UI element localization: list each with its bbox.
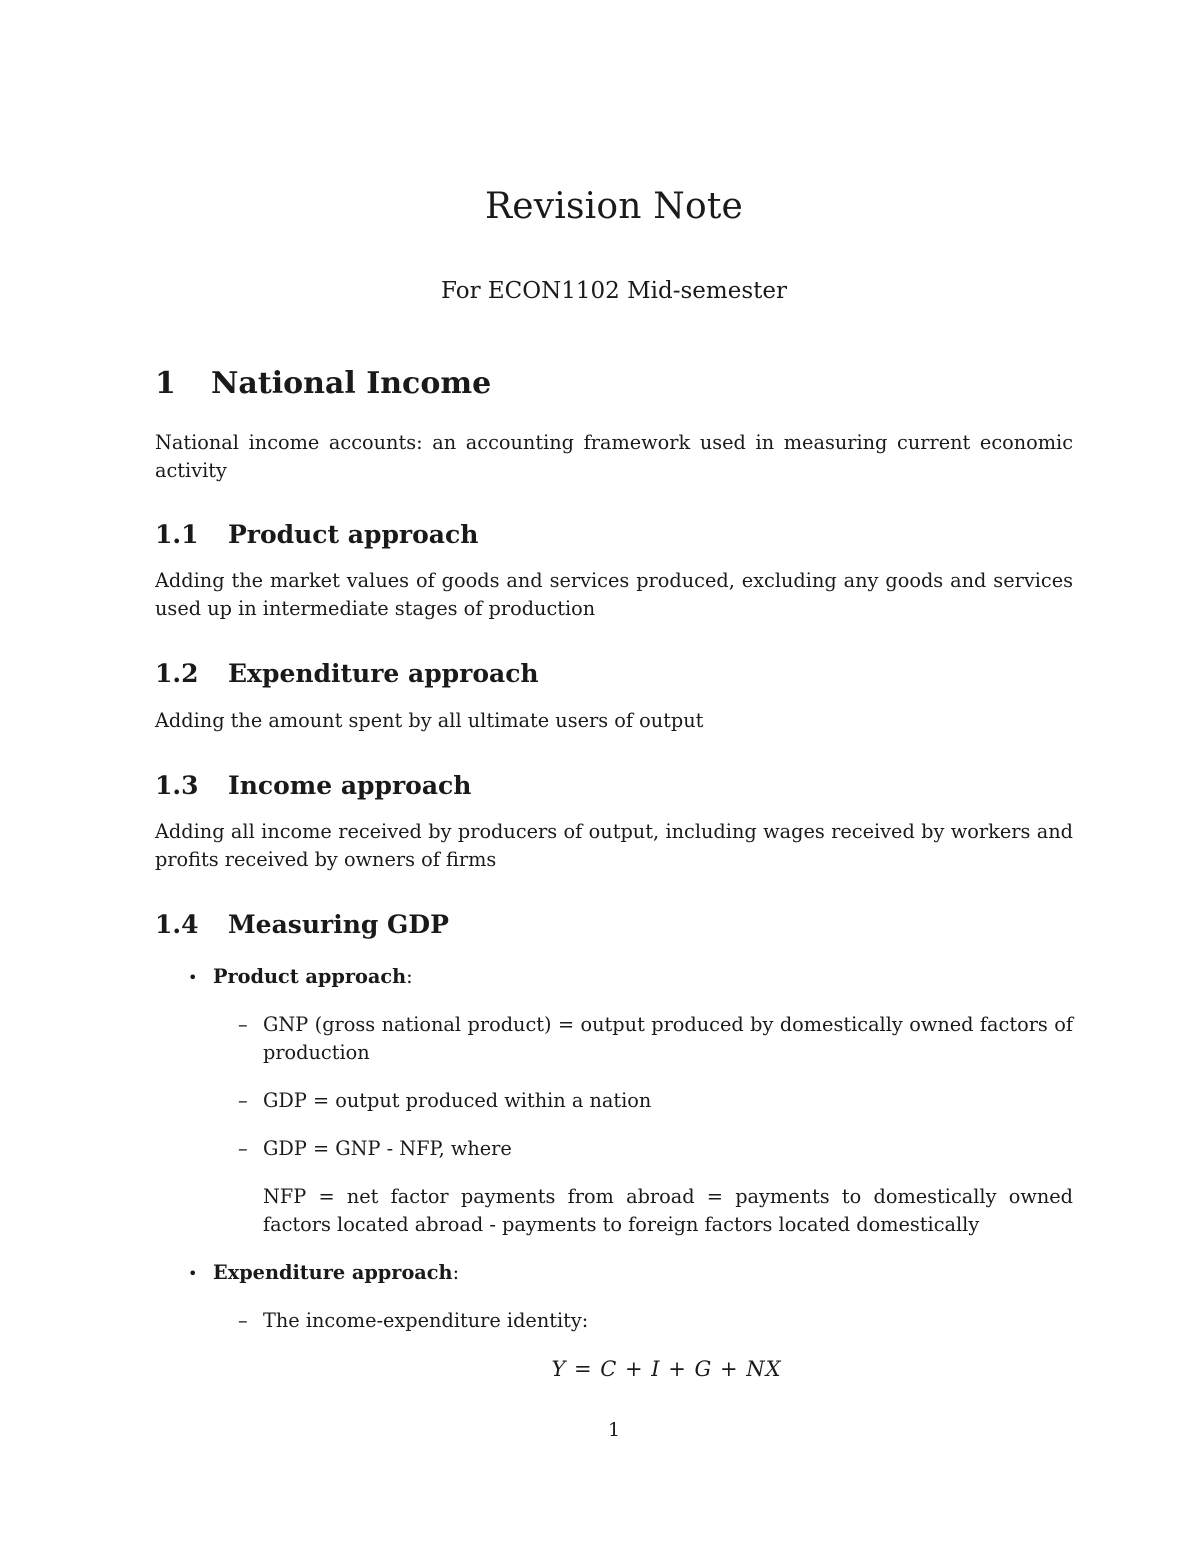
list-item: [238, 1087, 1073, 1115]
dash-glyph: –: [238, 1137, 248, 1160]
subsection-heading-product-approach: [155, 520, 1085, 549]
document-subtitle: For ECON1102 Mid-semester: [441, 278, 787, 304]
page-number: 1: [607, 1419, 621, 1441]
subsection-title: Income approach: [228, 771, 472, 800]
list-item-text: GDP = GNP - NFP, where: [263, 1137, 512, 1160]
bullet-glyph: •: [188, 1264, 198, 1283]
expenditure-approach-paragraph: Adding the amount spent by all ultimate users of output: [155, 709, 704, 732]
product-approach-paragraph: Adding the market values of goods and services produced, excluding any goods and services used up in intermediate stages of production: [155, 569, 1073, 620]
bullet-label: Expenditure approach: [213, 1261, 453, 1284]
subsection-title: Expenditure approach: [228, 659, 539, 688]
income-approach-paragraph: Adding all income received by producers of output, including wages received by workers and profits received by owners of firms: [155, 820, 1073, 871]
subsection-number: 1.1: [155, 520, 199, 549]
income-expenditure-equation: Y = C + I + G + NX: [551, 1357, 782, 1381]
dash-glyph: –: [238, 1309, 248, 1332]
subsection-title: Measuring GDP: [228, 910, 449, 939]
list-item: [238, 1307, 1073, 1335]
subsection-title: Product approach: [228, 520, 479, 549]
subsection-number: 1.2: [155, 659, 199, 688]
bullet-expenditure-approach: [188, 1259, 1068, 1288]
list-item-text: GNP (gross national product) = output produced by domestically owned factors of production: [263, 1013, 1073, 1064]
section-intro-paragraph: National income accounts: an accounting framework used in measuring current economic activity: [155, 431, 1073, 482]
bullet-label: Product approach: [213, 965, 407, 988]
document-title: Revision Note: [484, 186, 744, 227]
bullet-suffix: :: [406, 965, 413, 988]
bullet-glyph: •: [188, 968, 198, 987]
subsection-heading-measuring-gdp: [155, 910, 1085, 939]
section-number: 1: [155, 366, 176, 401]
section-heading-national-income: [155, 366, 1085, 401]
subsection-heading-income-approach: [155, 771, 1085, 800]
dash-glyph: –: [238, 1089, 248, 1112]
section-title: National Income: [211, 366, 492, 401]
subsection-number: 1.4: [155, 910, 199, 939]
list-item: [238, 1135, 1073, 1163]
subsection-number: 1.3: [155, 771, 199, 800]
list-item: [238, 1011, 1073, 1067]
bullet-product-approach: [188, 963, 1068, 992]
list-item-text: GDP = output produced within a nation: [263, 1089, 652, 1112]
dash-glyph: –: [238, 1013, 248, 1036]
list-item-text: The income-expenditure identity:: [263, 1309, 589, 1332]
bullet-suffix: :: [452, 1261, 460, 1284]
nfp-definition: NFP = net factor payments from abroad = payments to domestically owned factors located abroad - payments to foreign factors located domestically: [263, 1185, 1073, 1236]
subsection-heading-expenditure-approach: [155, 659, 1085, 688]
